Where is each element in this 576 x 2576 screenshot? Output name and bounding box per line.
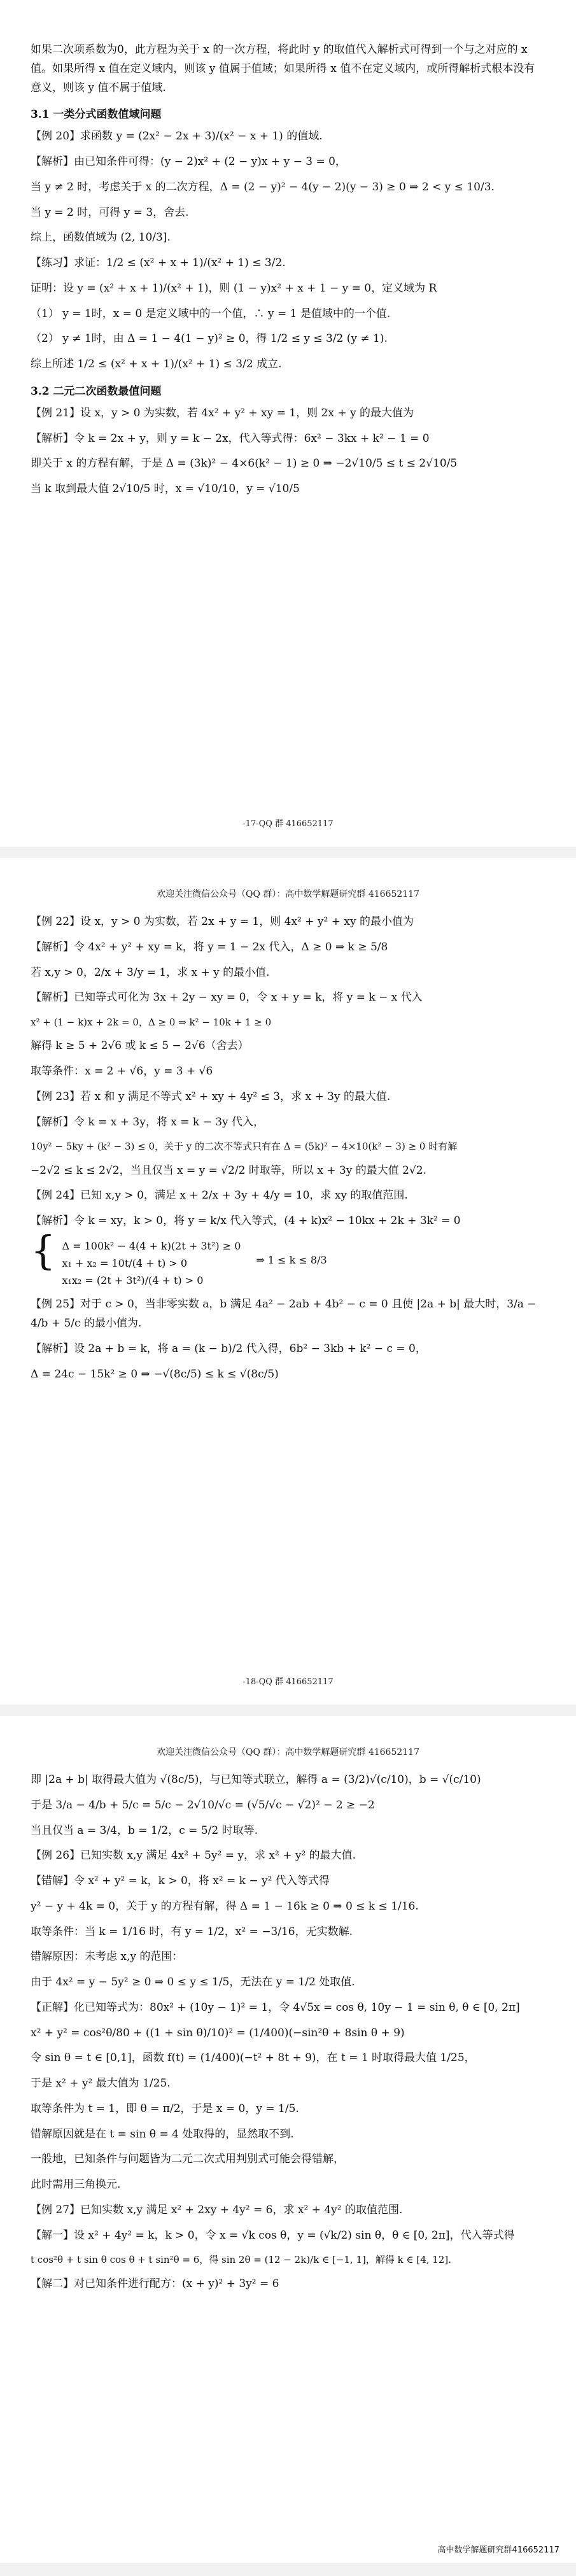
practice-proof-3: （2） y ≠ 1时，由 Δ = 1 − 4(1 − y)² ≥ 0，得 1/2 ≤ y ≤ 3/2 (y ≠ 1). — [31, 332, 388, 346]
example-24-title: 【例 24】已知 x,y > 0，满足 x + 2/x + 3y + 4/y = 10，求 xy 的取值范围. — [31, 1189, 408, 1202]
brace-result: ⇒ 1 ≤ k ≤ 8/3 — [256, 1253, 327, 1266]
example-23-analysis-1: 【解析】令 k = x + 3y，将 x = k − 3y 代入， — [31, 1115, 265, 1129]
example-21-analysis-1: 【解析】令 k = 2x + y，则 y = k − 2x，代入等式得：6x² − 3kx + k² − 1 = 0 — [31, 432, 430, 445]
example-22-variant-analysis-4: 取等条件：x = 2 + √6，y = 3 + √6 — [31, 1065, 213, 1078]
section-title: 3.1 一类分式函数值域问题 — [31, 108, 162, 122]
brace-line-1: Δ = 100k² − 4(4 + k)(2t + 3t²) ≥ 0 — [62, 1239, 241, 1252]
example-26-correct-3: 令 sin θ = t ∈ [0,1]，函数 f(t) = (1/400)(−t² + 8t + 9)，在 t = 1 时取得最大值 1/25， — [31, 2052, 475, 2065]
example-26-correct-1: 【正解】化已知等式为：80x² + (10y − 1)² = 1，令 4√5x = cos θ, 10y − 1 = sin θ, θ ∈ [0, 2π] — [31, 2001, 520, 2014]
example-26-wrong-1: 【错解】令 x² + y² = k，k > 0，将 x² = k − y² 代入等式得 — [31, 1875, 330, 1887]
example-23-title: 【例 23】若 x 和 y 满足不等式 x² + xy + 4y² ≤ 3，求 x + 3y 的最大值. — [31, 1090, 391, 1103]
page-header: 欢迎关注微信公众号（QQ 群）：高中数学解题研究群 416652117 — [156, 1747, 420, 1757]
example-22-analysis-1: 【解析】令 4x² + y² + xy = k，将 y = 1 − 2x 代入，Δ ≥ 0 ⇒ k ≥ 5/8 — [31, 940, 388, 954]
page-1 — [0, 0, 576, 847]
page-footer: -17-QQ 群 416652117 — [242, 819, 334, 829]
example-26-correct-5: 取等条件为 t = 1，即 θ = π/2，于是 x = 0，y = 1/5. — [31, 2102, 299, 2115]
page-header — [31, 11, 545, 36]
example-25-analysis-1: 【解析】设 2a + b = k，将 a = (k − b)/2 代入得，6b² − 3kb + k² − c = 0， — [31, 1342, 426, 1355]
practice-title: 【练习】求证：1/2 ≤ (x² + x + 1)/(x² + 1) ≤ 3/2. — [31, 257, 286, 269]
example-21-analysis-2: 即关于 x 的方程有解，于是 Δ = (3k)² − 4×6(k² − 1) ≥ 0 ⇒ −2√10/5 ≤ t ≤ 2√10/5 — [31, 457, 458, 470]
example-22-variant-analysis-3: 解得 k ≥ 5 + 2√6 或 k ≤ 5 − 2√6（舍去） — [31, 1039, 249, 1053]
example-25-analysis-2: Δ = 24c − 15k² ≥ 0 ⇒ −√(8c/5) ≤ k ≤ √(8c/5) — [31, 1367, 279, 1381]
example-25-continue-2: 于是 3/a − 4/b + 5/c = 5/c − 2√10/√c = (√5/√c − √2)² − 2 ≥ −2 — [31, 1798, 375, 1812]
example-26-correct-2: x² + y² = cos²θ/80 + ((1 + sin θ)/10)² = (1/400)(−sin²θ + 8sin θ + 9) — [31, 2026, 405, 2039]
example-22-variant: 若 x,y > 0，2/x + 3/y = 1，求 x + y 的最小值. — [31, 966, 270, 979]
example-26-note-2: 此时需用三角换元. — [31, 2178, 121, 2191]
practice-proof-2: （1） y = 1时，x = 0 是定义域中的一个值，∴ y = 1 是值域中的一个值. — [31, 307, 391, 320]
example-20-analysis-2: 当 y ≠ 2 时，考虑关于 x 的二次方程，Δ = (2 − y)² − 4(y − 2)(y − 3) ≥ 0 ⇒ 2 < y ≤ 10/3. — [31, 180, 495, 194]
example-20-analysis-3: 当 y = 2 时，可得 y = 3，舍去. — [31, 206, 189, 219]
page-header: 欢迎关注微信公众号（QQ 群）：高中数学解题研究群 416652117 — [156, 889, 420, 899]
section-title-2: 3.2 二元二次函数最值问题 — [31, 384, 162, 398]
example-26-wrong-reason-1: 错解原因：未考虑 x,y 的范围： — [31, 1950, 183, 1964]
example-26-wrong-reason-2: 由于 4x² = y − 5y² ≥ 0 ⇒ 0 ≤ y ≤ 1/5，无法在 y = 1/2 处取值. — [31, 1976, 355, 1988]
example-26-wrong-3: 取等条件：当 k = 1/16 时，有 y = 1/2，x² = −3/16，无实数解. — [31, 1925, 353, 1938]
example-26-correct-6: 错解原因就是在 t = sin θ = 4 处取得的，显然取不到. — [31, 2127, 294, 2141]
example-27-solution-1: 【解一】设 x² + 4y² = k，k > 0，令 x = √k cos θ，y = (√k/2) sin θ，θ ∈ [0, 2π]，代入等式得 — [31, 2228, 515, 2242]
practice-proof-conclusion: 综上所述 1/2 ≤ (x² + x + 1)/(x² + 1) ≤ 3/2 成立. — [31, 358, 282, 370]
example-25-title: 【例 25】对于 c > 0，当非零实数 a，b 满足 4a² − 2ab + 4b² − c = 0 且使 |2a + b| 最大时，3/a − 4/b + 5/c 的最小值为. — [31, 1298, 537, 1330]
example-24-analysis-1: 【解析】令 k = xy，k > 0，将 y = k/x 代入等式，(4 + k)x² − 10kx + 2k + 3k² = 0 — [31, 1214, 461, 1227]
example-22-variant-analysis-1: 【解析】已知等式可化为 3x + 2y − xy = 0，令 x + y = k，将 y = k − x 代入 — [31, 991, 423, 1004]
brace-line-3: x₁x₂ = (2t + 3t²)/(4 + t) > 0 — [62, 1274, 204, 1287]
example-22-title: 【例 22】设 x，y > 0 为实数，若 2x + y = 1，则 4x² + y² + xy 的最小值为 — [31, 915, 414, 928]
practice-proof-1: 证明：设 y = (x² + x + 1)/(x² + 1)，则 (1 − y)x² + x + 1 − y = 0，定义域为 R — [31, 281, 437, 295]
example-20-conclusion: 综上，函数值域为 (2, 10/3]. — [31, 231, 171, 244]
example-26-note-1: 一般地，已知条件与问题皆为二元二次式用判别式可能会得错解， — [31, 2153, 344, 2166]
example-23-analysis-3: −2√2 ≤ k ≤ 2√2，当且仅当 x = y = √2/2 时取等，所以 x + 3y 的最大值 2√2. — [31, 1164, 427, 1177]
watermark: 高中数学解题研究群416652117 — [433, 2540, 565, 2558]
example-20-analysis-1: 【解析】由已知条件可得：(y − 2)x² + (2 − y)x + y − 3 = 0， — [31, 155, 346, 168]
example-27-solution-3: 【解二】对已知条件进行配方：(x + y)² + 3y² = 6 — [31, 2277, 279, 2290]
example-25-continue-1: 即 |2a + b| 取得最大值为 √(8c/5)，与已知等式联立，解得 a = (3/2)√(c/10)，b = √(c/10) — [31, 1773, 481, 1786]
example-26-wrong-2: y² − y + 4k = 0，关于 y 的方程有解，得 Δ = 1 − 16k ≥ 0 ⇒ 0 ≤ k ≤ 1/16. — [31, 1899, 419, 1913]
page-footer: -18-QQ 群 416652117 — [242, 1677, 334, 1687]
example-25-continue-3: 当且仅当 a = 3/4，b = 1/2，c = 5/2 时取等. — [31, 1824, 258, 1837]
brace-lines — [62, 1237, 241, 1290]
brace-line-2: x₁ + x₂ = 10t/(4 + t) > 0 — [62, 1256, 188, 1269]
example-22-variant-analysis-2: x² + (1 − k)x + 2k = 0，Δ ≥ 0 ⇒ k² − 10k + 1 ≥ 0 — [31, 1017, 272, 1028]
example-24-system — [31, 1227, 545, 1290]
example-26-correct-4: 于是 x² + y² 最大值为 1/25. — [31, 2077, 171, 2090]
intro-paragraph: 如果二次项系数为0，此方程为关于 x 的一次方程，将此时 y 的取值代入解析式可得到一个与之对应的 x 值。如果所得 x 值在定义域内，则该 y 值属于值域；如果所得 x 值不在定义域内，或所得解析式根本没有意义，则该 y 值不属于值域. — [31, 43, 535, 94]
page-2 — [0, 858, 576, 1705]
page-3 — [0, 1716, 576, 2563]
brace-symbol: { — [31, 1227, 56, 1274]
example-23-analysis-2: 10y² − 5ky + (k² − 3) ≤ 0，关于 y 的二次不等式只有在 Δ = (5k)² − 4×10(k² − 3) ≥ 0 时有解 — [31, 1141, 458, 1153]
example-21-analysis-3: 当 k 取到最大值 2√10/5 时，x = √10/10，y = √10/5 — [31, 482, 300, 495]
example-21-title: 【例 21】设 x，y > 0 为实数，若 4x² + y² + xy = 1，则 2x + y 的最大值为 — [31, 406, 414, 419]
example-26-title: 【例 26】已知实数 x,y 满足 4x² + 5y² = y，求 x² + y² 的最大值. — [31, 1849, 356, 1862]
example-27-title: 【例 27】已知实数 x,y 满足 x² + 2xy + 4y² = 6，求 x² + 4y² 的取值范围. — [31, 2203, 403, 2216]
example-27-solution-2: t cos²θ + t sin θ cos θ + t sin²θ = 6，得 sin 2θ = (12 − 2k)/k ∈ [−1, 1]，解得 k ∈ [4, 12]. — [31, 2254, 451, 2266]
example-20-title: 【例 20】求函数 y = (2x² − 2x + 3)/(x² − x + 1) 的值域. — [31, 130, 323, 143]
